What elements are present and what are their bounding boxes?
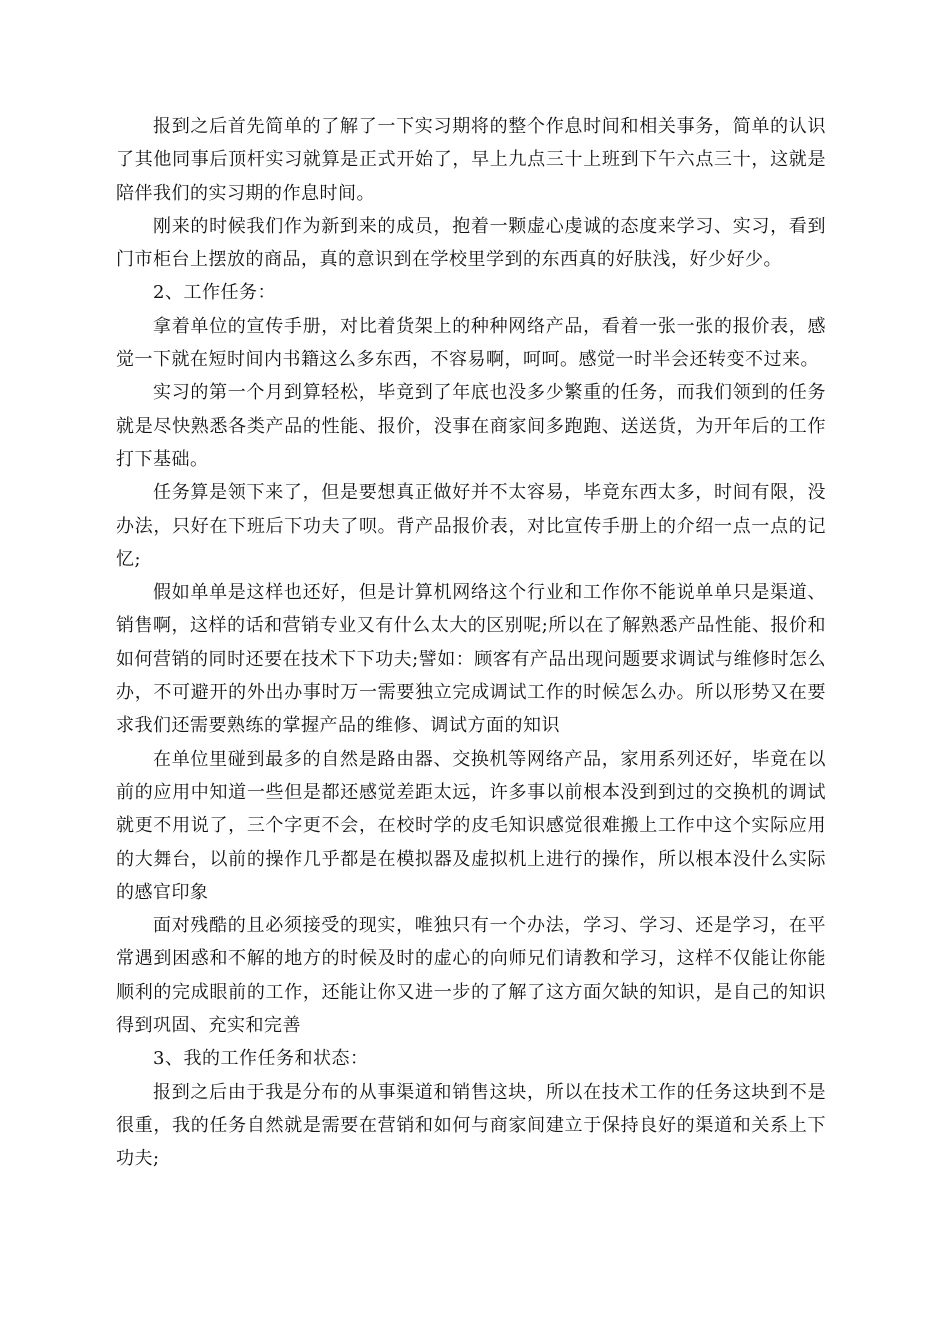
paragraph: 实习的第一个月到算轻松，毕竟到了年底也没多少繁重的任务，而我们领到的任务就是尽快熟悉各类产品的性能、报价，没事在商家间多跑跑、送送货，为开年后的工作打下基础。 xyxy=(116,382,826,470)
paragraph: 报到之后首先简单的了解了一下实习期将的整个作息时间和相关事务，简单的认识了其他同事后顶杆实习就算是正式开始了，早上九点三十上班到下午六点三十，这就是陪伴我们的实习期的作息时间。 xyxy=(116,116,826,204)
paragraph: 在单位里碰到最多的自然是路由器、交换机等网络产品，家用系列还好，毕竟在以前的应用中知道一些但是都还感觉差距太远，许多事以前根本没到到过的交换机的调试就更不用说了，三个字更不会，在校时学的皮毛知识感觉很难搬上工作中这个实际应用的大舞台，以前的操作几乎都是在模拟器及虚拟机上进行的操作，所以根本没什么实际的感官印象 xyxy=(116,748,826,903)
paragraph: 任务算是领下来了，但是要想真正做好并不太容易，毕竟东西太多，时间有限，没办法，只好在下班后下功夫了呗。背产品报价表，对比宣传手册上的介绍一点一点的记忆; xyxy=(116,482,826,570)
paragraph: 拿着单位的宣传手册，对比着货架上的种种网络产品，看着一张一张的报价表，感觉一下就在短时间内书籍这么多东西，不容易啊，呵呵。感觉一时半会还转变不过来。 xyxy=(116,315,826,371)
paragraph: 报到之后由于我是分布的从事渠道和销售这块，所以在技术工作的任务这块到不是很重，我的任务自然就是需要在营销和如何与商家间建立于保持良好的渠道和关系上下功夫; xyxy=(116,1081,826,1170)
paragraph: 刚来的时候我们作为新到来的成员，抱着一颗虚心虔诚的态度来学习、实习，看到门市柜台上摆放的商品，真的意识到在学校里学到的东西真的好肤浅，好少好少。 xyxy=(116,215,826,271)
document-body xyxy=(116,110,826,1176)
section-heading: 3、我的工作任务和状态： xyxy=(153,1048,369,1070)
paragraph: 面对残酷的且必须接受的现实，唯独只有一个办法，学习、学习、还是学习，在平常遇到困惑和不解的地方的时候及时的虚心的向师兄们请教和学习，这样不仅能让你能顺利的完成眼前的工作，还能让你又进一步的了解了这方面欠缺的知识，是自己的知识得到巩固、充实和完善 xyxy=(116,915,826,1037)
section-heading: 2、工作任务： xyxy=(153,282,276,304)
paragraph: 假如单单是这样也还好，但是计算机网络这个行业和工作你不能说单单只是渠道、销售啊，这样的话和营销专业又有什么太大的区别呢;所以在了解熟悉产品性能、报价和如何营销的同时还要在技术下下功夫;譬如：顾客有产品出现问题要求调试与维修时怎么办，不可避开的外出办事时万一需要独立完成调试工作的时候怎么办。所以形势又在要求我们还需要熟练的掌握产品的维修、调试方面的知识 xyxy=(116,582,826,737)
